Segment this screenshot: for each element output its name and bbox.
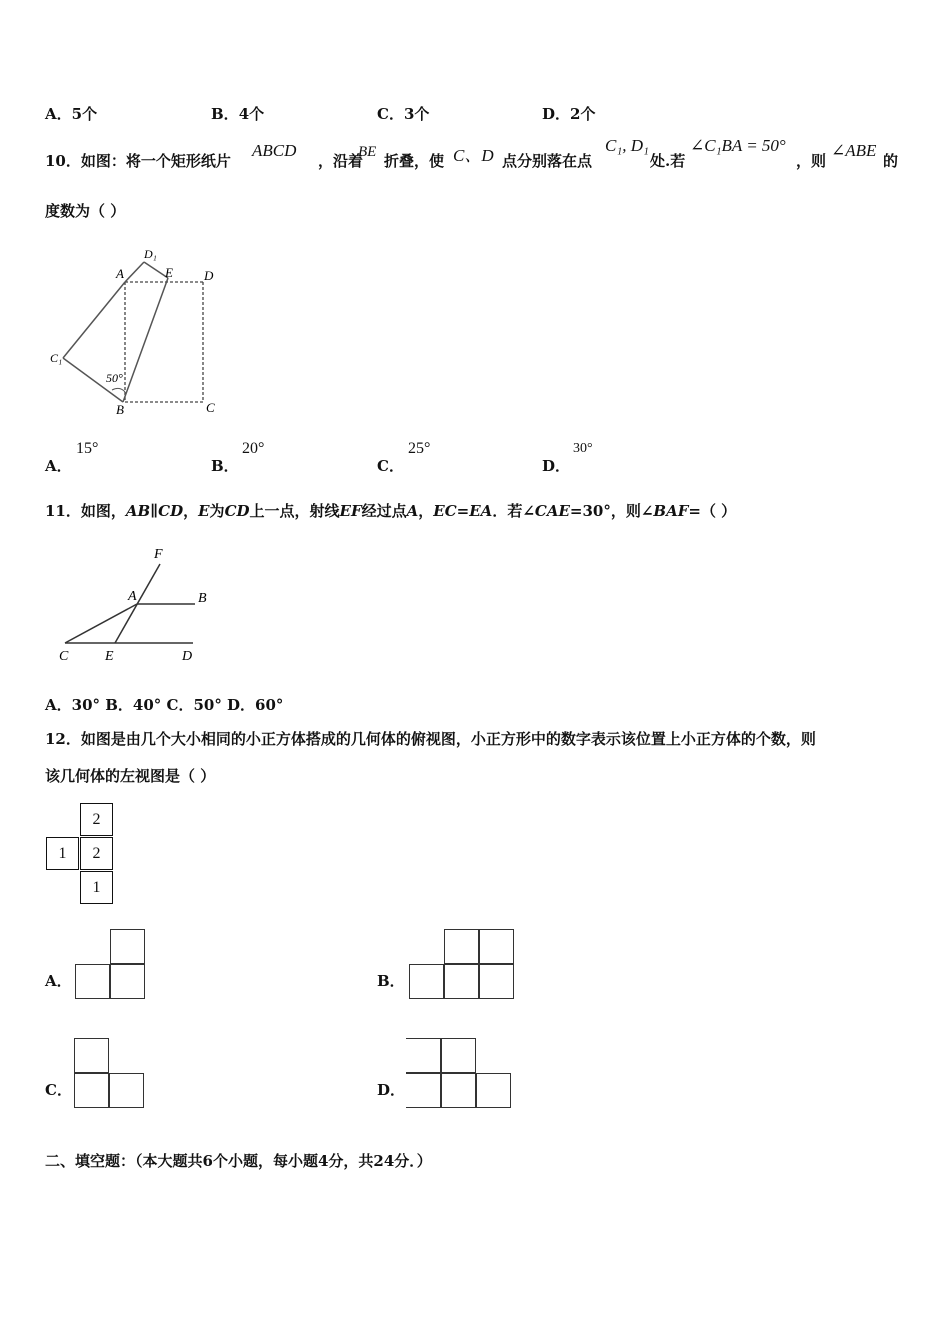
q11-label-a: A <box>128 589 137 604</box>
q10-label-e: E <box>165 265 173 280</box>
q10-label-d: D <box>204 268 214 283</box>
q11-label-b: B <box>198 591 207 606</box>
q10-math-c1d1: C₁, D₁ <box>605 136 649 155</box>
q9-option-d: D．2个 <box>542 105 596 123</box>
q10-option-c-value: 25° <box>408 440 431 457</box>
q10-text-along: ，沿着 <box>318 152 364 170</box>
q12-stem-line2: 该几何体的左视图是（ ） <box>45 767 216 785</box>
q10-math-abe: ∠ABE <box>831 141 877 160</box>
q10-option-a-label: A． <box>45 457 72 475</box>
q11-label-c: C <box>59 649 69 664</box>
q10-text-then: ，则 <box>796 152 827 170</box>
q12-option-b-label: B． <box>377 972 405 990</box>
q12-option-d-label: D． <box>377 1081 406 1099</box>
q10-math-abcd: ABCD <box>252 141 297 160</box>
q10-label-d1: D₁ <box>144 247 157 261</box>
q12-stem-line1: 12．如图是由几个大小相同的小正方体搭成的几何体的俯视图，小正方形中的数字表示该位置上小正方体的个数，则 <box>45 730 816 748</box>
q11-options: A．30° B．40° C．50° D．60° <box>45 696 284 714</box>
section2-title: 二、填空题：（本大题共6个小题，每小题4分，共24分．） <box>45 1152 432 1170</box>
q10-figure <box>40 240 230 420</box>
q10-text-points: 点分别落在点 <box>502 152 593 170</box>
q10-option-a-value: 15° <box>76 440 99 457</box>
q10-option-c-label: C． <box>377 457 404 475</box>
q10-label-b: B <box>116 402 124 417</box>
q11-label-d: D <box>182 649 193 664</box>
q12-grid-bottom: 1 <box>80 871 113 904</box>
q10-label-c: C <box>206 400 215 415</box>
q10-stem-line2: 度数为（ ） <box>45 202 126 220</box>
q10-text-if: 处.若 <box>650 152 686 170</box>
q9-option-b: B．4个 <box>211 105 265 123</box>
q10-math-angle: ∠C₁BA = 50° <box>690 136 786 155</box>
q10-math-be: BE <box>358 144 377 160</box>
q10-option-d-value: 30° <box>573 441 593 456</box>
q9-option-a: A．5个 <box>45 105 98 123</box>
q10-math-cd: C、D <box>453 146 494 165</box>
q11-figure <box>55 542 225 667</box>
q10-label-a: A <box>116 266 124 281</box>
q10-option-b-label: B． <box>211 457 239 475</box>
q10-stem-line1: 10．如图：将一个矩形纸片 <box>45 152 231 170</box>
q10-label-c1: C₁ <box>50 351 63 365</box>
q12-grid-top: 2 <box>80 803 113 836</box>
q11-stem: 11．如图，AB∥CD，E为CD上一点，射线EF经过点A，EC=EA．若∠CAE=30°，则∠BAF=（ ） <box>45 502 737 520</box>
q12-grid-mid: 2 <box>80 837 113 870</box>
q10-text-de: 的 <box>883 152 899 170</box>
q10-option-b-value: 20° <box>242 440 265 457</box>
q10-option-d-label: D． <box>542 457 571 475</box>
q11-label-f: F <box>154 547 163 562</box>
q10-label-angle: 50° <box>106 371 123 385</box>
q9-option-c: C．3个 <box>377 105 430 123</box>
q11-label-e: E <box>105 649 114 664</box>
q12-option-a-label: A． <box>45 972 72 990</box>
q10-text-fold: 折叠，使 <box>384 152 445 170</box>
q12-option-c-label: C． <box>45 1081 72 1099</box>
q12-grid-mid-left: 1 <box>46 837 79 870</box>
